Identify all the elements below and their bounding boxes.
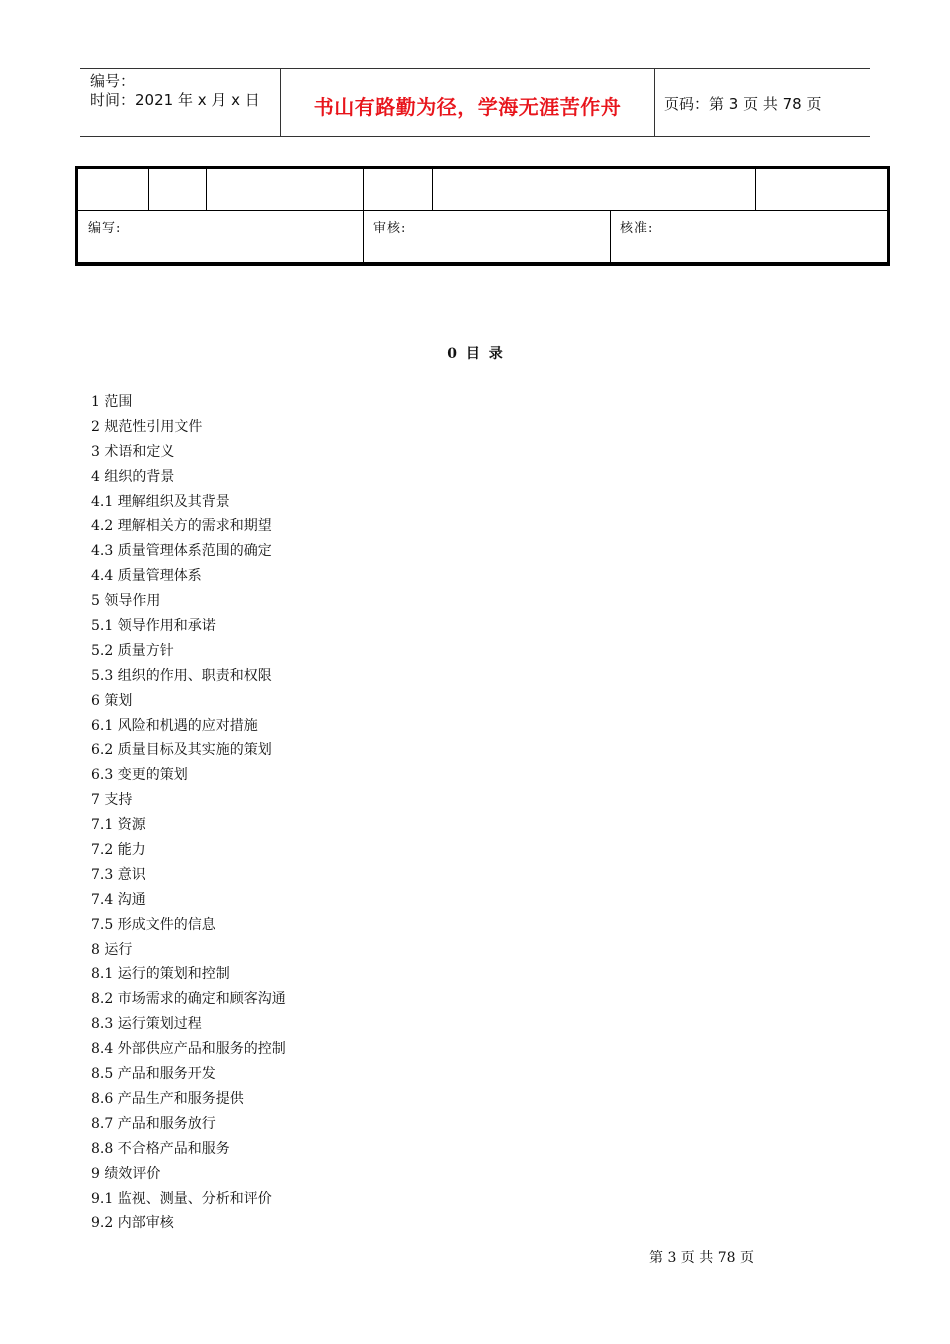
toc-entry: 4.4 质量管理体系 [91,568,202,585]
toc-entry: 4.2 理解相关方的需求和期望 [91,518,272,535]
toc-entry: 9.1 监视、测量、分析和评价 [91,1190,272,1207]
author-label: 编写: [88,221,122,236]
toc-entry: 4.1 理解组织及其背景 [91,493,230,510]
table-divider [755,169,756,210]
table-divider [363,211,364,262]
toc-title: 0 目 录 [447,346,503,362]
toc-entry: 5.1 领导作用和承诺 [91,618,216,635]
approval-table-blank-row [78,169,887,211]
approval-table [75,166,890,266]
table-divider [432,169,433,210]
toc-entry: 8.5 产品和服务开发 [91,1066,216,1083]
approver-label: 核准: [620,221,654,236]
toc-entry: 7.2 能力 [91,842,146,859]
toc-entry: 5.2 质量方针 [91,642,174,659]
toc-entry: 8.6 产品生产和服务提供 [91,1090,244,1107]
toc-entry: 8.2 市场需求的确定和顾客沟通 [91,991,286,1008]
header-right-cell [655,69,870,136]
toc-entry: 4.3 质量管理体系范围的确定 [91,543,272,560]
toc-entry: 8.3 运行策划过程 [91,1016,202,1033]
toc-entry: 8 运行 [91,941,133,958]
toc-entry: 6.2 质量目标及其实施的策划 [91,742,272,759]
doc-number-label: 编号： [90,72,136,90]
toc-entry: 8.8 不合格产品和服务 [91,1140,230,1157]
toc-entry: 3 术语和定义 [91,443,175,460]
header-middle-cell [281,69,655,136]
toc-entry: 5 领导作用 [91,593,161,610]
toc-entry: 8.1 运行的策划和控制 [91,966,230,983]
toc-entry: 1 范围 [91,394,133,410]
toc-entry: 7 支持 [91,792,133,809]
approval-table-sign-row [78,211,887,262]
page-header [80,68,870,137]
toc-entry: 4 组织的背景 [91,468,175,485]
toc-list [91,390,286,1236]
header-left-cell [80,69,281,136]
toc-entry: 7.3 意识 [91,866,146,883]
toc-entry: 7.5 形成文件的信息 [91,916,216,933]
header-motto: 书山有路勤为径，学海无涯苦作舟 [313,95,622,119]
toc-entry: 9 绩效评价 [91,1165,161,1182]
table-divider [206,169,207,210]
toc-entry: 7.4 沟通 [91,891,146,908]
table-divider [610,211,611,262]
toc-entry: 8.4 外部供应产品和服务的控制 [91,1041,286,1058]
toc-entry: 2 规范性引用文件 [91,418,203,435]
table-divider [148,169,149,210]
toc-entry: 7.1 资源 [91,817,146,834]
table-divider [363,169,364,210]
date-label: 时间：2021 年 x 月 x 日 [90,91,260,109]
toc-entry: 5.3 组织的作用、职责和权限 [91,667,272,684]
header-page-info: 页码：第 3 页 共 78 页 [664,95,822,113]
toc-entry: 9.2 内部审核 [91,1215,174,1232]
toc-entry: 6.1 风险和机遇的应对措施 [91,717,258,734]
toc-entry: 6.3 变更的策划 [91,767,188,784]
page-footer: 第 3 页 共 78 页 [649,1250,754,1266]
toc-entry: 8.7 产品和服务放行 [91,1115,216,1132]
toc-entry: 6 策划 [91,692,133,709]
reviewer-label: 审核: [373,221,407,236]
